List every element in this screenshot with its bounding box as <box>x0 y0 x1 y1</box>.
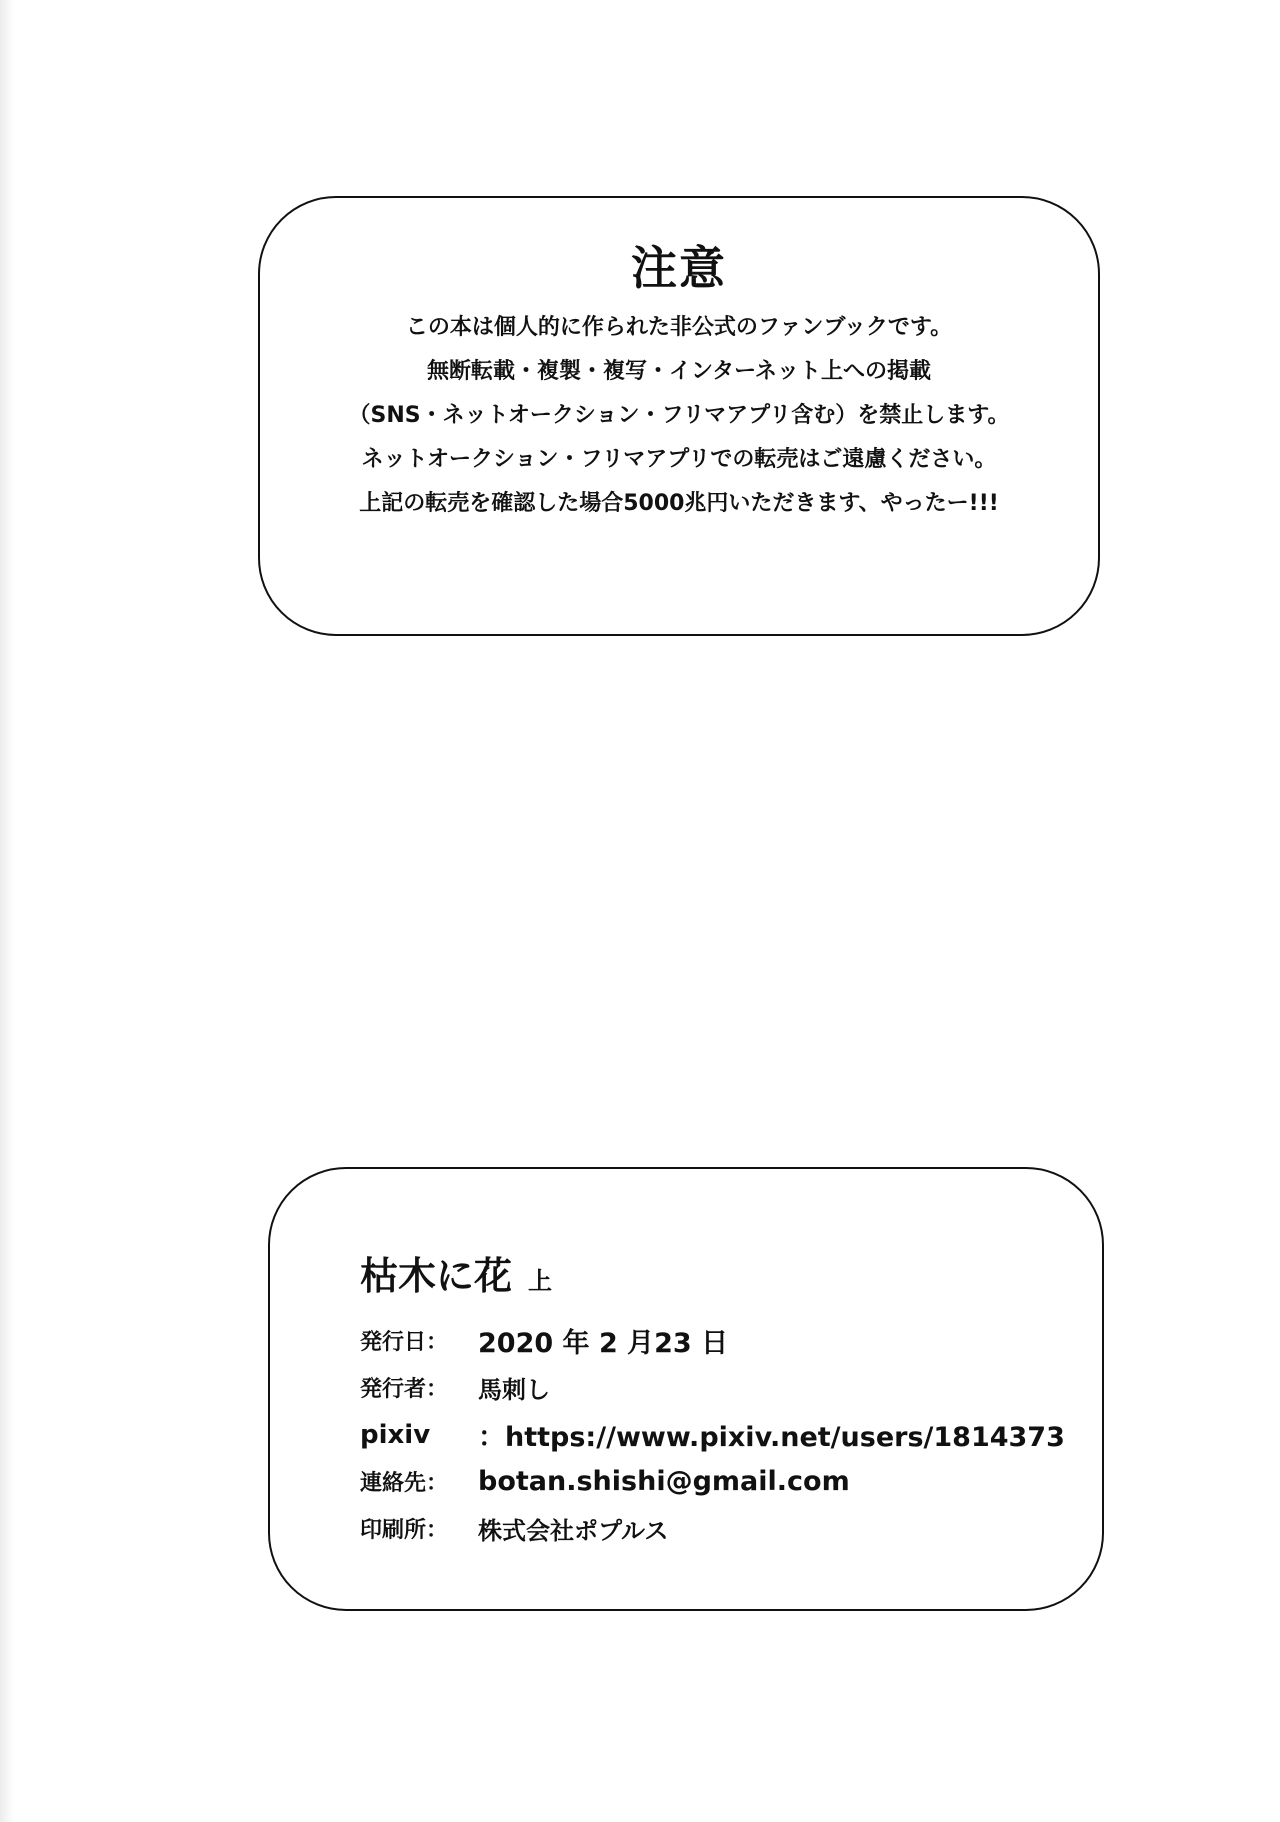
book-title-main: 枯木に花 <box>360 1254 513 1298</box>
book-volume: 上 <box>528 1267 553 1295</box>
info-value: 株式会社ポプルス <box>478 1517 669 1545</box>
info-label: 印刷所： <box>360 1518 449 1543</box>
info-value: 2020 年 2 月23 日 <box>478 1328 729 1359</box>
notice-line: 無断転載・複製・複写・インターネット上への掲載 <box>426 359 932 384</box>
notice-line: ネットオークション・フリマアプリでの転売はご遠慮ください。 <box>361 447 997 472</box>
colophon-info <box>360 1317 1065 1552</box>
info-label: 発行日： <box>360 1330 449 1355</box>
info-value: 馬刺し <box>478 1376 550 1404</box>
info-row-pixiv <box>360 1411 1065 1458</box>
info-row-printer <box>360 1505 1065 1552</box>
info-row-publish-date <box>360 1317 1065 1364</box>
page-edge-shadow <box>0 0 14 1822</box>
notice-box <box>258 196 1100 636</box>
colophon-box <box>268 1167 1104 1611</box>
info-label: pixiv <box>360 1419 431 1450</box>
notice-title: 注意 <box>631 241 727 295</box>
contact-email[interactable]: botan.shishi@gmail.com <box>478 1466 850 1497</box>
info-row-contact <box>360 1458 1065 1505</box>
notice-line: この本は個人的に作られた非公式のファンブックです。 <box>405 315 953 340</box>
notice-lines <box>260 306 1098 526</box>
info-label: 発行者： <box>360 1377 449 1402</box>
info-label: 連絡先： <box>360 1471 449 1496</box>
notice-line: 上記の転売を確認した場合5000兆円いただきます、やったー!!! <box>359 491 999 516</box>
pixiv-link[interactable]: ：https://www.pixiv.net/users/1814373 <box>478 1422 1065 1453</box>
info-row-publisher <box>360 1364 1065 1411</box>
book-title <box>360 1245 552 1300</box>
notice-line: （SNS・ネットオークション・フリマアプリ含む）を禁止します。 <box>348 403 1010 428</box>
